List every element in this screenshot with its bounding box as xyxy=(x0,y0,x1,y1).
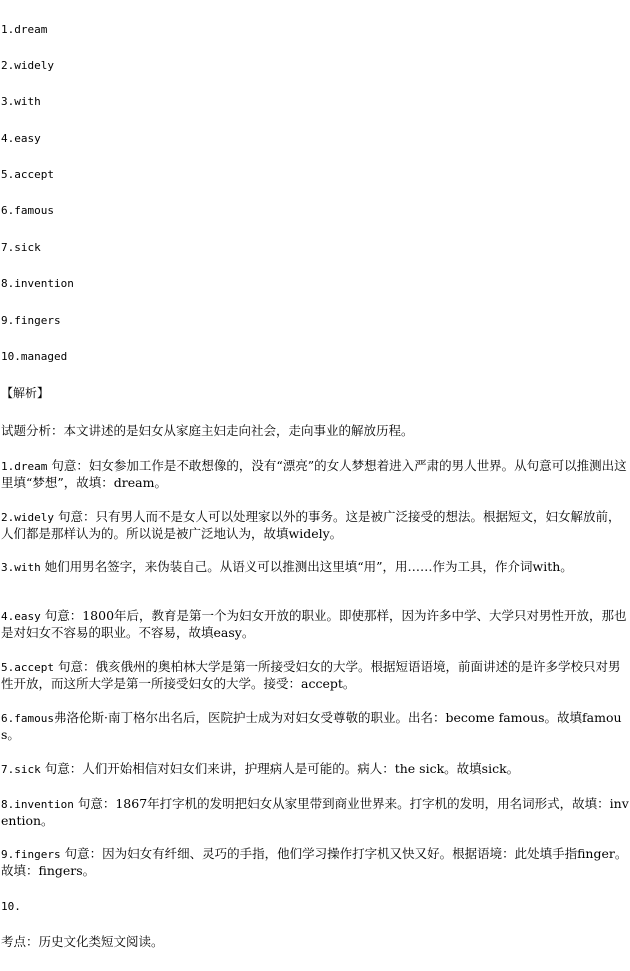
explanation-item xyxy=(1,509,629,542)
explanation-key: 9.fingers xyxy=(1,848,61,861)
explanation-item xyxy=(1,458,629,491)
explanation-key: 10. xyxy=(1,900,21,913)
explanation-key: 6.famous xyxy=(1,712,54,725)
explanation-text: 句意：因为妇女有纤细、灵巧的手指，他们学习操作打字机又快又好。根据语境：此处填手指finger。故填：fingers。 xyxy=(1,846,628,878)
explanation-text: 句意：人们开始相信对妇女们来讲，护理病人是可能的。病人：the sick。故填sick。 xyxy=(40,761,520,776)
explanation-text: 句意：妇女参加工作是不敢想像的，没有“漂亮”的女人梦想着进入严肃的男人世界。从句意可以推测出这里填“梦想”，故填：dream。 xyxy=(1,458,627,490)
explanation-item xyxy=(1,608,629,641)
answer-item: 5.accept xyxy=(1,168,54,181)
explanation-item xyxy=(1,846,629,879)
answer-item: 7.sick xyxy=(1,241,41,254)
analysis-heading: 【解析】 xyxy=(1,386,50,400)
answer-item: 8.invention xyxy=(1,277,74,290)
explanation-key: 1.dream xyxy=(1,460,48,473)
analysis-summary: 试题分析：本文讲述的是妇女从家庭主妇走向社会，走向事业的解放历程。 xyxy=(1,423,414,438)
explanation-text: 句意：1867年打字机的发明把妇女从家里带到商业世界来。打字机的发明，用名词形式，故填：invention。 xyxy=(1,796,629,828)
explanation-key: 7.sick xyxy=(1,763,41,776)
explanation-key: 8.invention xyxy=(1,798,74,811)
explanation-text: 她们用男名签字，来伪装自己。从语义可以推测出这里填“用”，用……作为工具，作介词with。 xyxy=(40,559,573,574)
explanation-key: 2.widely xyxy=(1,511,54,524)
explanation-key: 5.accept xyxy=(1,661,54,674)
explanation-item xyxy=(1,710,629,743)
exam-point: 考点：历史文化类短文阅读。 xyxy=(1,934,164,949)
answer-item: 9.fingers xyxy=(1,314,61,327)
explanation-item xyxy=(1,559,629,576)
explanation-key: 3.with xyxy=(1,561,41,574)
explanation-text: 句意：1800年后，教育是第一个为妇女开放的职业。即使那样，因为许多中学、大学只对男性开放，那也是对妇女不容易的职业。不容易，故填easy。 xyxy=(1,608,627,640)
explanation-item xyxy=(1,796,629,829)
answer-item: 3.with xyxy=(1,95,41,108)
explanation-key: 4.easy xyxy=(1,610,41,623)
explanation-item xyxy=(1,761,629,778)
answer-item: 2.widely xyxy=(1,59,54,72)
explanation-text: 句意：俄亥俄州的奥柏林大学是第一所接受妇女的大学。根据短语语境，前面讲述的是许多学校只对男性开放，而这所大学是第一所接受妇女的大学。接受：accept。 xyxy=(1,659,621,691)
answer-item: 6.famous xyxy=(1,204,54,217)
explanation-item xyxy=(1,898,629,915)
explanation-text: 弗洛伦斯·南丁格尔出名后，医院护士成为对妇女受尊敬的职业。出名：become famous。故填famous。 xyxy=(1,710,622,742)
answer-item: 10.managed xyxy=(1,350,68,363)
explanation-text: 句意：只有男人而不是女人可以处理家以外的事务。这是被广泛接受的想法。根据短文，妇女解放前，人们都是那样认为的。所以说是被广泛地认为，故填widely。 xyxy=(1,509,621,541)
answer-item: 4.easy xyxy=(1,132,41,145)
explanation-item xyxy=(1,659,629,692)
answer-item: 1.dream xyxy=(1,23,48,36)
